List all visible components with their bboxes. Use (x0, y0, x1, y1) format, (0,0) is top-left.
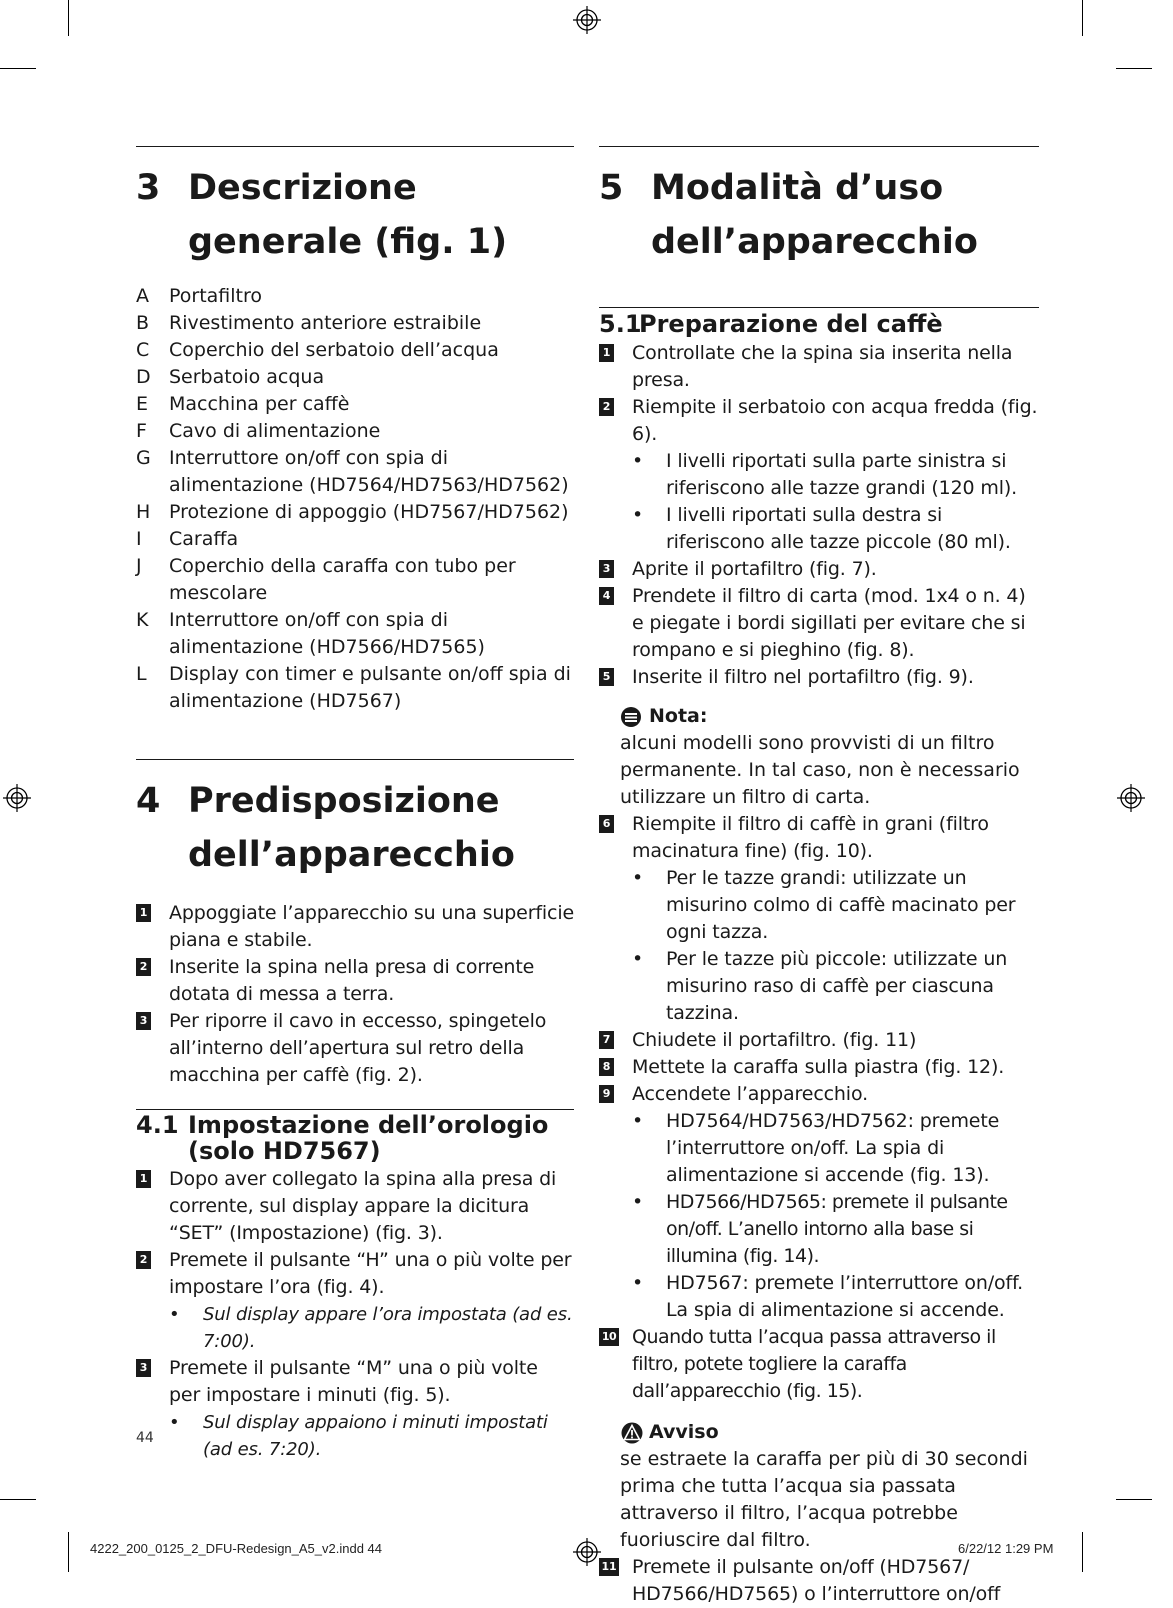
list-item: F Cavo di alimentazione (136, 420, 381, 442)
bullet-item: • I livelli riportati sulla parte sinistra si riferiscono alle tazze grandi (120 ml). (632, 450, 1017, 499)
step: 3 Aprite il portafiltro (fig. 7). (599, 556, 1039, 583)
step: 2 Inserite la spina nella presa di corrente dotata di messa a terra. (136, 954, 574, 1008)
registration-mark-icon (573, 1538, 601, 1566)
step: 1 Dopo aver collegato la spina alla presa di corrente, sul display appare la dicitura “SET” (Impostazione) (fig. 3). (136, 1166, 574, 1247)
section-5-heading: 5 Modalità d’uso dell’apparecchio (599, 168, 978, 262)
step: 2 Premete il pulsante “H” una o più volte per impostare l’ora (fig. 4). (136, 1247, 574, 1301)
bullet-item: • Sul display appare l’ora impostata (ad es. 7:00). (169, 1304, 573, 1352)
crop-mark (1116, 68, 1152, 69)
list-item: A Portafiltro (136, 285, 263, 307)
bullet-item: • HD7564/HD7563/HD7562: premete l’interruttore on/off. La spia di alimentazione si accende (fig. 13). (632, 1110, 1000, 1186)
registration-mark-icon (1117, 784, 1145, 812)
left-column (136, 146, 574, 1463)
bullet-item: • HD7567: premete l’interruttore on/off. La spia di alimentazione si accende. (632, 1272, 1024, 1321)
subsection-rule (136, 1109, 574, 1110)
section-rule (136, 146, 574, 147)
step: 1 Appoggiate l’apparecchio su una superficie piana e stabile. (136, 900, 574, 954)
clock-steps (136, 1166, 574, 1463)
coffee-steps-continued (599, 811, 1039, 1405)
step: 4 Prendete il filtro di carta (mod. 1x4 o n. 4) e piegate i bordi sigillati per evitare che si rompano e si pieghino (fig. 8). (599, 583, 1039, 664)
list-item: B Rivestimento anteriore estraibile (136, 312, 482, 334)
subsection-4-1-heading: 4.1 Impostazione dell’orologio (solo HD7567) (136, 1111, 549, 1165)
list-item: E Macchina per caffè (136, 393, 350, 415)
crop-mark (68, 1532, 69, 1572)
warning-box: Avviso se estraete la caraffa per più di 30 secondi prima che tutta l’acqua sia passata attraverso il filtro, l’acqua potrebbe fuoriuscire dal filtro. (620, 1421, 1028, 1551)
crop-mark (0, 68, 36, 69)
print-slug-left: 4222_200_0125_2_DFU-Redesign_A5_v2.indd 44 (90, 1541, 383, 1556)
section-rule (136, 759, 574, 760)
right-column (599, 146, 1039, 1608)
bullet-item: • Per le tazze grandi: utilizzate un misurino colmo di caffè macinato per ogni tazza. (632, 867, 1016, 943)
step: 5 Inserite il filtro nel portafiltro (fig. 9). (599, 664, 1039, 691)
section-rule (599, 146, 1039, 147)
parts-list (136, 283, 574, 715)
bullet-item: • Per le tazze più piccole: utilizzate un misurino raso di caffè per ciascuna tazzina. (632, 948, 1008, 1024)
step: 10 Quando tutta l’acqua passa attraverso il filtro, potete togliere la caraffa dall’apparecchio (fig. 15). (599, 1324, 1039, 1405)
print-slug-right: 6/22/12 1:29 PM (958, 1541, 1054, 1556)
page-number: 44 (136, 1430, 154, 1446)
step: 11 Premete il pulsante on/off (HD7567/ HD7566/HD7565) o l’interruttore on/off (599, 1554, 1039, 1608)
section-3-heading: 3 Descrizione generale (fig. 1) (136, 168, 508, 262)
crop-mark (68, 0, 69, 36)
setup-steps (136, 900, 574, 1089)
crop-mark (1116, 1499, 1152, 1500)
crop-mark (0, 1499, 36, 1500)
list-item: I Caraffa (136, 528, 239, 550)
step: 7 Chiudete il portafiltro. (fig. 11) (599, 1027, 1039, 1054)
note-box: Nota: alcuni modelli sono provvisti di un filtro permanente. In tal caso, non è necessario utilizzare un filtro di carta. (620, 705, 1020, 808)
coffee-steps (599, 340, 1039, 691)
registration-mark-icon (3, 784, 31, 812)
list-item: J Coperchio della caraffa con tubo per mescolare (136, 555, 516, 604)
step: 6 Riempite il filtro di caffè in grani (filtro macinatura fine) (fig. 10). (599, 811, 1039, 865)
step: 3 Premete il pulsante “M” una o più volte per impostare i minuti (fig. 5). (136, 1355, 574, 1409)
section-4-heading: 4 Predisposizione dell’apparecchio (136, 781, 515, 875)
subsection-rule (599, 307, 1039, 308)
list-item: L Display con timer e pulsante on/off spia di alimentazione (HD7567) (136, 663, 571, 712)
warning-icon (620, 1422, 644, 1444)
list-item: K Interruttore on/off con spia di alimentazione (HD7566/HD7565) (136, 609, 485, 658)
step: 1 Controllate che la spina sia inserita nella presa. (599, 340, 1039, 394)
crop-mark (1082, 1532, 1083, 1572)
list-item: C Coperchio del serbatoio dell’acqua (136, 339, 499, 361)
bullet-item: • HD7566/HD7565: premete il pulsante on/off. L’anello intorno alla base si illumina (fig. 14). (632, 1191, 1008, 1267)
step: 8 Mettete la caraffa sulla piastra (fig. 12). (599, 1054, 1039, 1081)
step: 2 Riempite il serbatoio con acqua fredda (fig. 6). (599, 394, 1039, 448)
list-item: D Serbatoio acqua (136, 366, 325, 388)
registration-mark-icon (573, 6, 601, 34)
bullet-item: • Sul display appaiono i minuti impostati (ad es. 7:20). (169, 1412, 548, 1460)
bullet-item: • I livelli riportati sulla destra si riferiscono alle tazze piccole (80 ml). (632, 504, 1011, 553)
step: 9 Accendete l’apparecchio. (599, 1081, 1039, 1108)
crop-mark (1082, 0, 1083, 36)
list-item: H Protezione di appoggio (HD7567/HD7562) (136, 501, 569, 523)
list-item: G Interruttore on/off con spia di alimentazione (HD7564/HD7563/HD7562) (136, 447, 569, 496)
subsection-5-1-heading: 5.1 Preparazione del caffè (599, 310, 943, 338)
note-icon (620, 706, 642, 728)
step: 3 Per riporre il cavo in eccesso, spingetelo all’interno dell’apertura sul retro della macchina per caffè (fig. 2). (136, 1008, 574, 1089)
